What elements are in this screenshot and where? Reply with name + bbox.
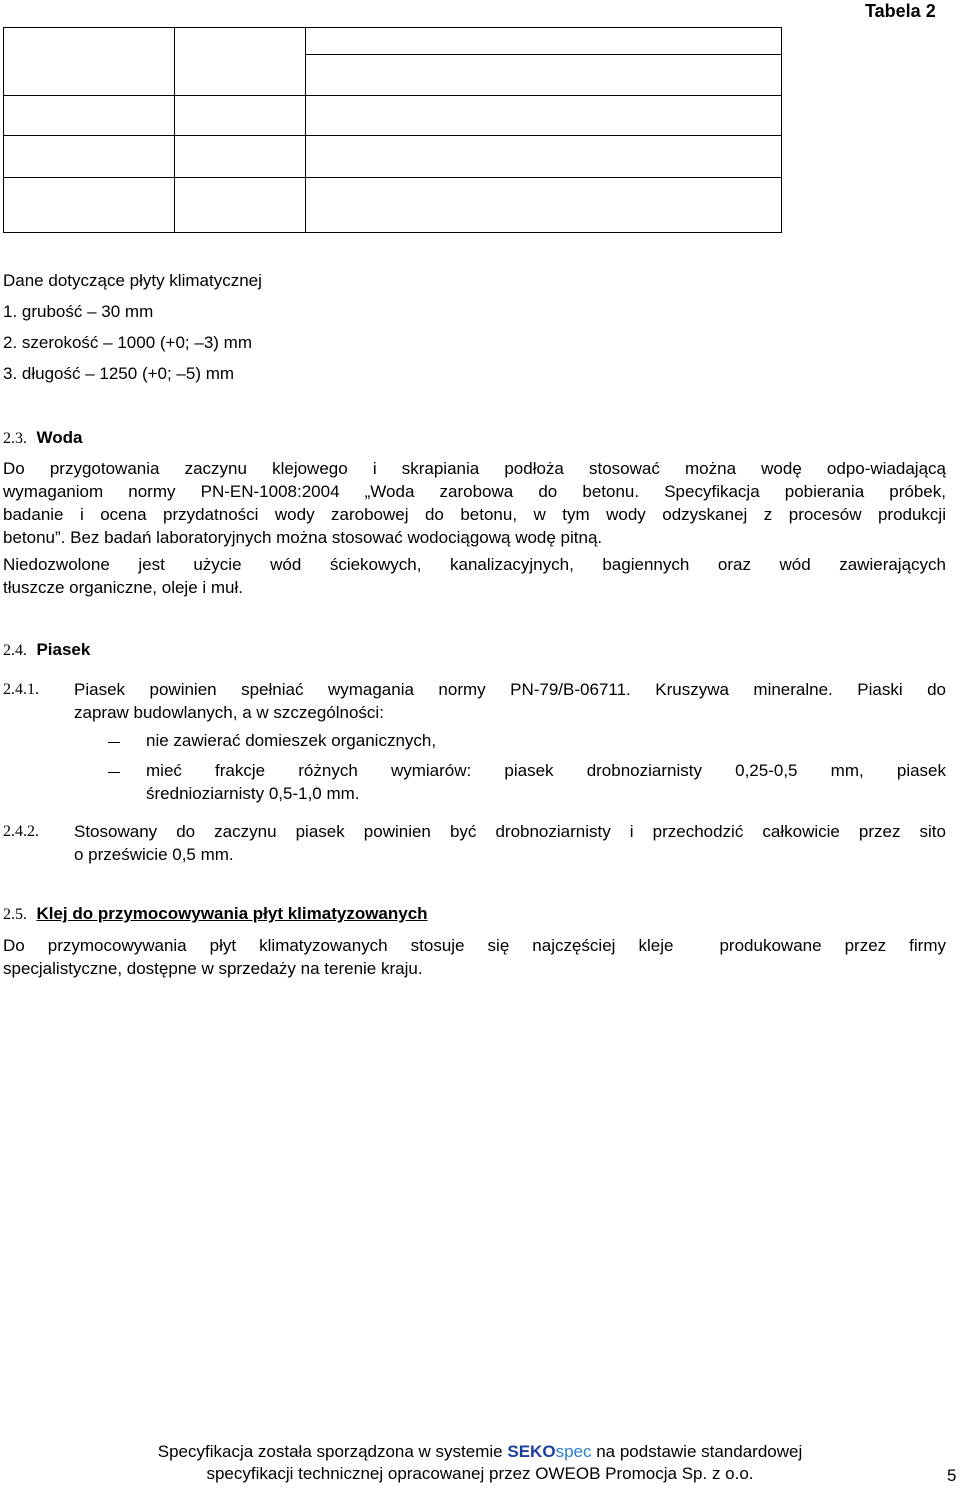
table-outer-border	[3, 27, 782, 233]
section-number: 2.5.	[3, 906, 27, 923]
table-row-divider	[3, 177, 782, 178]
glue-paragraph	[3, 934, 946, 980]
sand-paragraph-2	[74, 820, 946, 866]
footer-line-1	[0, 1441, 960, 1462]
section-title: Woda	[36, 428, 83, 447]
paragraph-line: Niedozwolone jest użycie wód ściekowych, kanalizacyjnych, bagiennych oraz wód zawierających	[3, 555, 946, 574]
paragraph-line: o prześwicie 0,5 mm.	[74, 845, 234, 864]
table-row-divider	[3, 135, 782, 136]
sand-bullet-1: nie zawierać domieszek organicznych,	[146, 731, 437, 750]
section-number: 2.4.	[3, 642, 27, 659]
section-heading-sand	[3, 638, 946, 662]
footer-line-2: specyfikacji technicznej opracowanej przez OWEOB Promocja Sp. z o.o.	[206, 1464, 754, 1483]
paragraph-line: średnioziarnisty 0,5-1,0 mm.	[146, 784, 360, 803]
dash-bullet	[108, 772, 120, 773]
paragraph-line: specjalistyczne, dostępne w sprzedaży na terenie kraju.	[3, 959, 423, 978]
section-title: Piasek	[36, 640, 91, 659]
paragraph-line: wymaganiom normy PN-EN-1008:2004 „Woda zarobowa do betonu. Specyfikacja pobierania próbek,	[3, 482, 946, 501]
plate-data-item: 2. szerokość – 1000 (+0; –3) mm	[3, 333, 252, 352]
paragraph-line: Do przymocowywania płyt klimatyzowanych stosuje się najczęściej kleje produkowane przez firmy	[3, 936, 946, 955]
paragraph-line: Stosowany do zaczynu piasek powinien być drobnoziarnisty i przechodzić całkowicie przez sito	[74, 822, 946, 841]
brand-logo: SEKOspec	[507, 1442, 592, 1461]
dash-bullet	[108, 742, 120, 743]
subsection-number: 2.4.2.	[3, 823, 39, 840]
plate-data-item: 3. długość – 1250 (+0; –5) mm	[3, 364, 235, 383]
plate-data-title: Dane dotyczące płyty klimatycznej	[3, 271, 262, 290]
water-paragraph-1	[3, 457, 946, 549]
water-paragraph-2	[3, 553, 946, 599]
paragraph-line: Do przygotowania zaczynu klejowego i skrapiania podłoża stosować można wodę odpo-wiadającą	[3, 459, 946, 478]
table-row-divider	[305, 54, 782, 55]
subsection-number: 2.4.1.	[3, 681, 39, 698]
sand-bullet-2	[146, 759, 946, 805]
table-row-divider	[3, 95, 782, 96]
paragraph-line: tłuszcze organiczne, oleje i muł.	[3, 578, 244, 597]
plate-data-item: 1. grubość – 30 mm	[3, 302, 154, 321]
paragraph-line: zapraw budowlanych, a w szczególności:	[74, 703, 384, 722]
paragraph-line: badanie i ocena przydatności wody zarobowej do betonu, w tym wody odzyskanej z procesów produkcji	[3, 505, 946, 524]
table-col-divider	[305, 27, 306, 233]
paragraph-line: betonu”. Bez badań laboratoryjnych można stosować wodociągową wodę pitną.	[3, 528, 603, 547]
section-title: Klej do przymocowywania płyt klimatyzowanych	[36, 904, 428, 923]
section-heading-water	[3, 426, 946, 450]
page-number: 5	[947, 1466, 957, 1485]
section-heading-glue	[3, 902, 946, 926]
sand-paragraph-1	[74, 678, 946, 724]
footer-text: Specyfikacja została sporządzona w systemie	[157, 1442, 503, 1461]
table-caption: Tabela 2	[865, 1, 936, 21]
footer-text: na podstawie standardowej	[596, 1442, 803, 1461]
section-number: 2.3.	[3, 430, 27, 447]
paragraph-line: Piasek powinien spełniać wymagania normy PN-79/B-06711. Kruszywa mineralne. Piaski do	[74, 680, 946, 699]
table-col-divider	[174, 27, 175, 233]
paragraph-line: mieć frakcje różnych wymiarów: piasek drobnoziarnisty 0,25-0,5 mm, piasek	[146, 761, 946, 780]
